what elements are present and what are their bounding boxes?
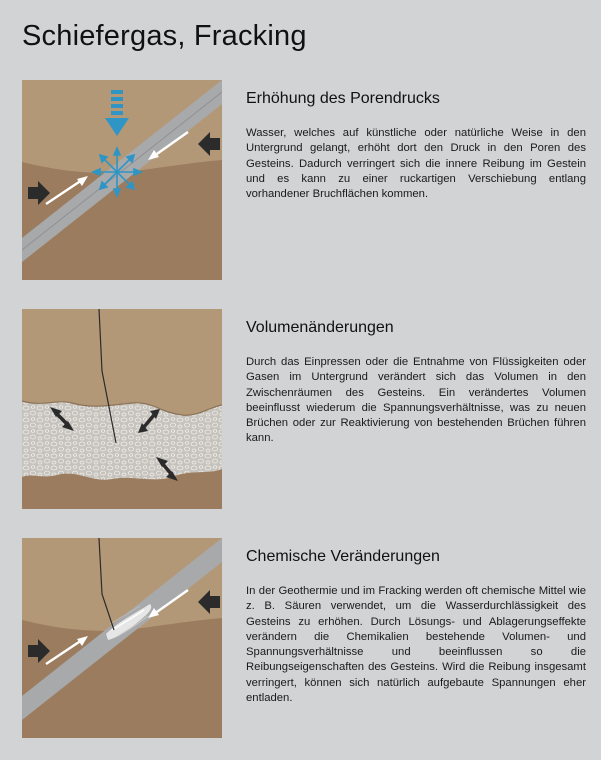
volume-change-illustration (22, 309, 222, 509)
pore-pressure-text (246, 90, 586, 202)
pore-pressure-illustration (22, 80, 222, 280)
chemical-change-diagram (22, 538, 222, 738)
pressure-star-icon (93, 148, 141, 196)
section-heading: Volumenänderungen (246, 319, 394, 336)
pore-pressure-diagram (22, 80, 222, 280)
section-heading: Chemische Veränderungen (246, 548, 440, 565)
chemical-change-illustration (22, 538, 222, 738)
volume-change-diagram (22, 309, 222, 509)
section-body: Durch das Einpressen oder die Entnahme von Flüssigkeiten oder Gasen im Untergrund verändert sich das Volumen in den Zwischenräumen des Gesteins. Ein verändertes Volumen beeinflusst wiederum die Spannungsverhältnisse, was zu neuen Brüchen oder zur Reaktivierung von bestehenden Brüchen führen kann. (246, 356, 586, 445)
section-heading: Erhöhung des Porendrucks (246, 90, 440, 107)
chemical-change-text (246, 548, 586, 706)
page-title: Schiefergas, Fracking (22, 20, 307, 52)
section-body: In der Geothermie und im Fracking werden oft chemische Mittel wie z. B. Säuren verwendet, um die Wasserdurchlässigkeit des Gesteins zu erhöhen. Durch Lösungs- und Ablagerungseffekte verändern die Chemikalien bestehende Volumen- und Spannungsverhältnisse und beeinflussen so die Reibungseigenschaften des Gesteins. Wird die Reibung insgesamt verringert, können sich natürlich aufgebaute Spannungen eher entladen. (246, 585, 586, 705)
volume-change-text (246, 319, 586, 447)
section-body: Wasser, welches auf künstliche oder natürliche Weise in den Untergrund gelangt, erhöht dort den Druck in den Poren des Gesteins. Dadurch verringert sich die innere Reibung im Gestein und es kann zu einer ruckartigen Verschiebung entlang vorhandener Bruchflächen kommen. (246, 127, 586, 201)
